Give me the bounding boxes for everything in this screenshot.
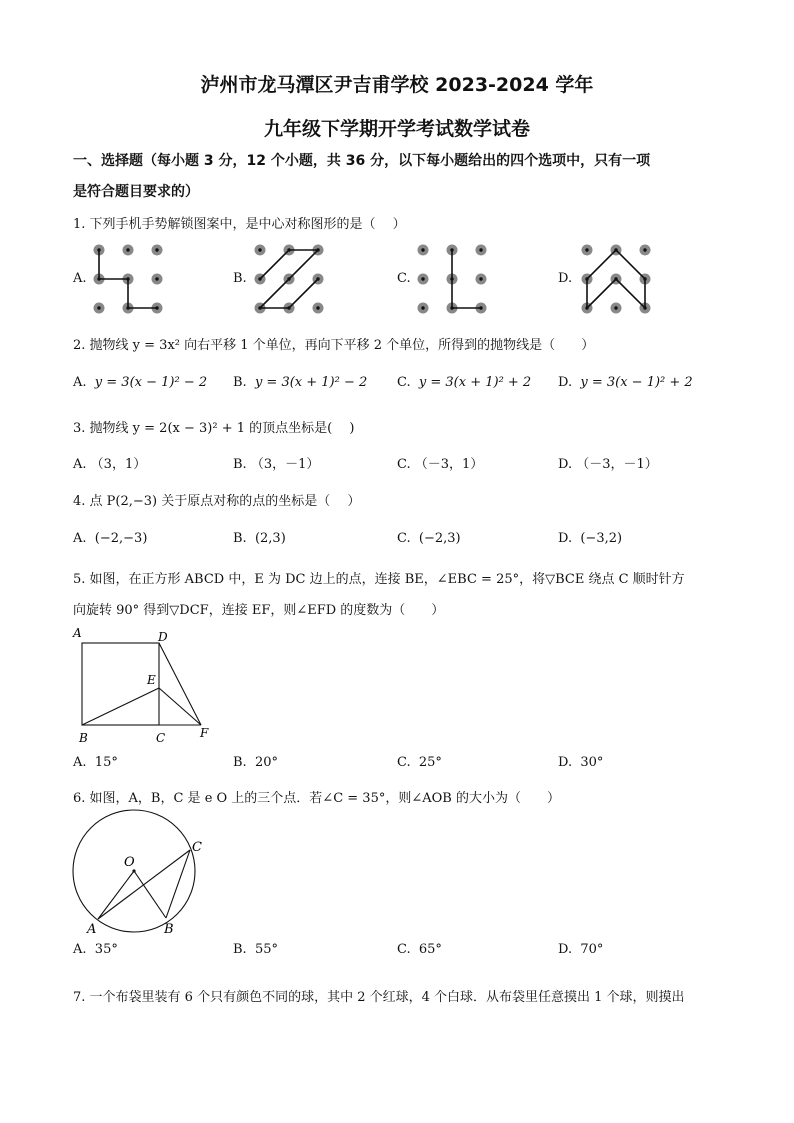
q6-label-a: A [87,922,97,937]
q6-label-o: O [124,855,135,870]
q3-option-d: D. （－3，－1） [558,457,658,472]
question-1-stem: 1. 下列手机手势解锁图案中，是中心对称图形的是（ ） [73,217,406,232]
q6-label-b: B [164,922,174,937]
q1-option-a-label: A. [73,271,87,286]
q2-option-b: B. y = 3(x + 1)² − 2 [233,375,368,390]
q3-option-a: A. （3，1） [73,457,147,472]
q5-label-b: B [79,731,88,745]
q1-pattern-c [415,242,491,318]
q2-option-a: A. y = 3(x − 1)² − 2 [73,375,208,390]
q5-label-d: D [158,630,168,644]
q5-label-c: C [156,731,166,745]
q5-square-figure [70,628,220,746]
q1-pattern-a [90,242,166,318]
exam-title-line2: 九年级下学期开学考试数学试卷 [263,118,530,140]
q1-pattern-d [579,242,655,318]
q3-option-b: B. （3，－1） [233,457,320,472]
q1-option-d-label: D. [558,271,573,286]
q1-option-b-label: B. [233,271,247,286]
question-4-stem: 4. 点 P(2,−3) 关于原点对称的点的坐标是（ ） [73,494,361,509]
question-7-stem: 7. 一个布袋里装有 6 个只有颜色不同的球，其中 2 个红球，4 个白球．从布袋里任意摸出 1 个球，则摸出 [73,990,685,1005]
exam-title-line1: 泸州市龙马潭区尹吉甫学校 2023-2024 学年 [200,74,594,96]
q2-option-c: C. y = 3(x + 1)² + 2 [397,375,532,390]
section-heading-cont: 是符合题目要求的） [73,184,199,200]
question-5-stem-cont: 向旋转 90° 得到▽DCF，连接 EF，则∠EFD 的度数为（ ） [73,603,445,618]
q1-pattern-b [252,242,328,318]
q6-option-a: A. 35° [73,942,118,957]
q6-option-c: C. 65° [397,942,442,957]
q6-option-b: B. 55° [233,942,278,957]
q5-label-a: A [73,626,82,640]
question-6-stem: 6. 如图，A，B，C 是 e O 上的三个点．若∠C = 35°，则∠AOB 的大小为（ ） [73,791,560,806]
q4-option-a: A. (−2,−3) [73,531,148,546]
section-heading: 一、选择题（每小题 3 分，12 个小题，共 36 分，以下每小题给出的四个选项中，只有一项 [73,153,651,169]
q5-option-d: D. 30° [558,755,604,770]
q4-option-c: C. (−2,3) [397,531,461,546]
q6-label-c: C [192,840,202,855]
q6-circle-figure [68,815,218,940]
q5-option-c: C. 25° [397,755,442,770]
q2-option-d: D. y = 3(x − 1)² + 2 [558,375,693,390]
q5-label-e: E [147,673,156,687]
q6-option-d: D. 70° [558,942,604,957]
q5-option-b: B. 20° [233,755,278,770]
question-3-stem: 3. 抛物线 y = 2(x − 3)² + 1 的顶点坐标是( ) [73,421,355,436]
q5-label-f: F [200,726,209,740]
q4-option-b: B. (2,3) [233,531,286,546]
question-2-stem: 2. 抛物线 y = 3x² 向右平移 1 个单位，再向下平移 2 个单位，所得到的抛物线是（ ） [73,338,595,353]
q4-option-d: D. (−3,2) [558,531,623,546]
q3-option-c: C. （－3，1） [397,457,484,472]
q1-option-c-label: C. [397,271,411,286]
question-5-stem: 5. 如图，在正方形 ABCD 中，E 为 DC 边上的点，连接 BE，∠EBC = 25°，将▽BCE 绕点 C 顺时针方 [73,572,685,587]
q5-option-a: A. 15° [73,755,118,770]
